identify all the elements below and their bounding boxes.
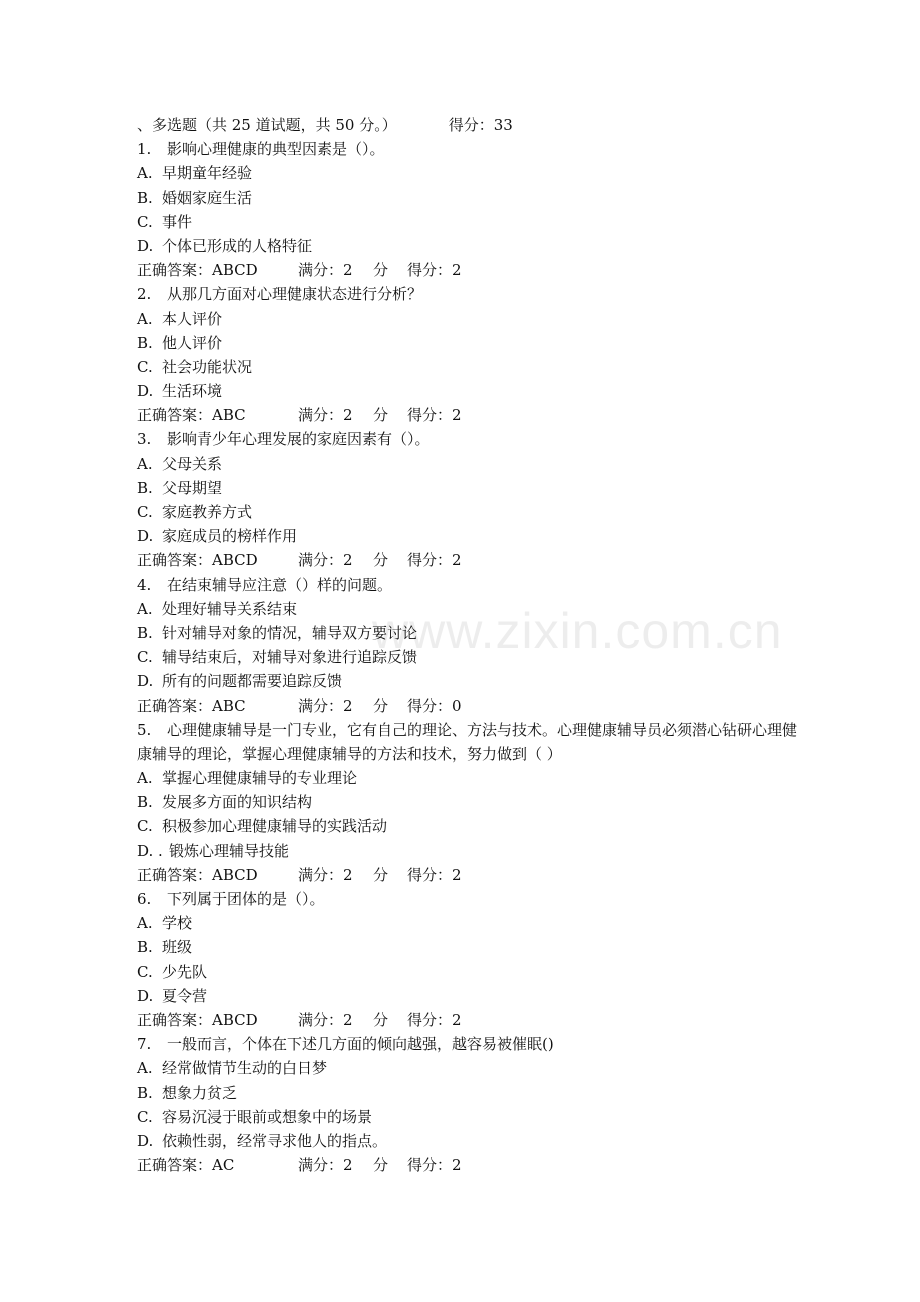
- option-text: 班级: [162, 938, 193, 957]
- option-key: C.: [137, 1107, 153, 1126]
- points-unit: 分: [373, 261, 389, 280]
- option-text: 依赖性弱，经常寻求他人的指点。: [162, 1131, 388, 1150]
- full-score-label: 满分：: [298, 696, 344, 715]
- earned-score-label: 得分：: [407, 551, 453, 570]
- question-item: [137, 282, 797, 427]
- option-key: A.: [137, 454, 153, 473]
- full-score-value: 2: [343, 1156, 353, 1175]
- answer-label: 正确答案：: [137, 261, 213, 280]
- question-stem: [137, 1032, 797, 1056]
- question-item: [137, 137, 797, 282]
- watermark: www.zixin.com.cn: [372, 603, 783, 659]
- option-key: D.: [137, 382, 154, 401]
- answer-label: 正确答案：: [137, 1156, 213, 1175]
- option-item: [137, 307, 797, 331]
- option-key: B.: [137, 793, 153, 812]
- question-text: 一般而言，个体在下述几方面的倾向越强，越容易被催眠(): [167, 1035, 554, 1054]
- option-key: B.: [137, 623, 153, 642]
- option-item: [137, 814, 797, 838]
- question-stem: [137, 573, 797, 597]
- option-text: 积极参加心理健康辅导的实践活动: [162, 817, 388, 836]
- option-text: 父母关系: [162, 454, 223, 473]
- option-item: [137, 186, 797, 210]
- option-item: [137, 210, 797, 234]
- option-item: [137, 476, 797, 500]
- points-unit: 分: [373, 551, 389, 570]
- question-item: [137, 427, 797, 572]
- question-stem: [137, 282, 797, 306]
- option-text: 生活环境: [162, 382, 223, 401]
- earned-score-label: 得分：: [407, 261, 453, 280]
- points-unit: 分: [373, 865, 389, 884]
- option-text: 学校: [162, 914, 193, 933]
- question-item: [137, 1032, 797, 1177]
- correct-answer: ABCD: [212, 551, 258, 570]
- option-item: [137, 379, 797, 403]
- option-text: 家庭教养方式: [162, 503, 253, 521]
- question-text: 影响心理健康的典型因素是（）。: [167, 140, 385, 159]
- option-item: [137, 500, 797, 524]
- option-key: B.: [137, 333, 153, 352]
- question-text: 心理健康辅导是一门专业，它有自己的理论、方法与技术。心理健康辅导员必须潜心钻研心理健康辅导的理论，掌握心理健康辅导的方法和技术，努力做到（ ）: [137, 720, 798, 763]
- earned-score-value: 2: [452, 261, 462, 280]
- option-key: A.: [137, 164, 153, 183]
- option-item: [137, 1105, 797, 1129]
- option-item: [137, 839, 797, 863]
- full-score-value: 2: [343, 551, 353, 570]
- question-text: 从那几方面对心理健康状态进行分析？: [167, 285, 423, 304]
- points-unit: 分: [373, 1010, 389, 1029]
- option-text: 发展多方面的知识结构: [162, 793, 313, 812]
- option-key: C.: [137, 503, 153, 521]
- correct-answer: ABC: [212, 406, 246, 425]
- correct-answer: ABC: [212, 696, 246, 715]
- option-text: 夏令营: [162, 986, 208, 1005]
- option-item: [137, 331, 797, 355]
- option-key: A.: [137, 1059, 153, 1078]
- question-number: 3.: [137, 430, 152, 449]
- option-key: B.: [137, 188, 153, 207]
- option-item: [137, 984, 797, 1008]
- option-text: 所有的问题都需要追踪反馈: [162, 672, 343, 691]
- question-list: [137, 137, 797, 1177]
- answer-line: [137, 403, 797, 427]
- option-item: [137, 1129, 797, 1153]
- section-score: 得分：33: [448, 116, 513, 134]
- option-key: D. .: [137, 841, 163, 860]
- answer-line: [137, 863, 797, 887]
- option-key: B.: [137, 938, 153, 957]
- answer-line: [137, 694, 797, 718]
- full-score-value: 2: [343, 1010, 353, 1029]
- full-score-value: 2: [343, 261, 353, 280]
- option-item: [137, 355, 797, 379]
- full-score-label: 满分：: [298, 865, 344, 884]
- option-text: 少先队: [162, 962, 208, 981]
- option-key: C.: [137, 648, 153, 667]
- earned-score-label: 得分：: [407, 1010, 453, 1029]
- option-text: 辅导结束后，对辅导对象进行追踪反馈: [162, 648, 418, 667]
- option-key: D.: [137, 236, 154, 255]
- earned-score-value: 2: [452, 551, 462, 570]
- option-key: C.: [137, 357, 153, 376]
- earned-score-label: 得分：: [407, 1156, 453, 1175]
- option-text: 社会功能状况: [162, 357, 253, 376]
- option-text: 处理好辅导关系结束: [162, 599, 298, 618]
- question-stem: [137, 137, 797, 161]
- earned-score-value: 2: [452, 865, 462, 884]
- question-number: 4.: [137, 575, 152, 594]
- earned-score-label: 得分：: [407, 865, 453, 884]
- full-score-label: 满分：: [298, 1010, 344, 1029]
- question-stem: [137, 718, 797, 766]
- earned-score-value: 2: [452, 1010, 462, 1029]
- exam-document: [137, 113, 797, 1177]
- option-key: D.: [137, 986, 154, 1005]
- question-number: 7.: [137, 1035, 152, 1054]
- full-score-value: 2: [343, 696, 353, 715]
- full-score-label: 满分：: [298, 551, 344, 570]
- option-item: [137, 790, 797, 814]
- points-unit: 分: [373, 696, 389, 715]
- option-text: 经常做情节生动的白日梦: [162, 1059, 328, 1078]
- earned-score-label: 得分：: [407, 406, 453, 425]
- full-score-value: 2: [343, 406, 353, 425]
- section-header: [137, 113, 797, 137]
- option-key: A.: [137, 914, 153, 933]
- full-score-label: 满分：: [298, 406, 344, 425]
- option-key: D.: [137, 527, 154, 546]
- correct-answer: ABCD: [212, 1010, 258, 1029]
- option-item: [137, 621, 797, 645]
- option-text: 个体已形成的人格特征: [162, 236, 313, 255]
- answer-label: 正确答案：: [137, 696, 213, 715]
- option-key: B.: [137, 1083, 153, 1102]
- option-key: A.: [137, 599, 153, 618]
- option-text: 针对辅导对象的情况，辅导双方要讨论: [162, 623, 418, 642]
- option-text: 想象力贫乏: [162, 1083, 238, 1102]
- option-key: A.: [137, 309, 153, 328]
- option-item: [137, 161, 797, 185]
- option-text: 本人评价: [162, 309, 223, 328]
- points-unit: 分: [373, 1156, 389, 1175]
- question-number: 1.: [137, 140, 152, 159]
- answer-line: [137, 1153, 797, 1177]
- answer-line: [137, 548, 797, 572]
- question-text: 在结束辅导应注意（）样的问题。: [167, 575, 393, 594]
- option-item: [137, 1056, 797, 1080]
- option-key: A.: [137, 769, 153, 788]
- question-number: 6.: [137, 890, 152, 909]
- option-text: 他人评价: [162, 333, 223, 352]
- option-item: [137, 234, 797, 258]
- option-item: [137, 935, 797, 959]
- answer-label: 正确答案：: [137, 551, 213, 570]
- earned-score-value: 2: [452, 406, 462, 425]
- answer-label: 正确答案：: [137, 406, 213, 425]
- option-key: D.: [137, 672, 154, 691]
- option-item: [137, 1081, 797, 1105]
- question-item: [137, 718, 797, 887]
- full-score-label: 满分：: [298, 261, 344, 280]
- question-number: 2.: [137, 285, 152, 304]
- question-item: [137, 573, 797, 718]
- option-text: 家庭成员的榜样作用: [162, 527, 298, 546]
- answer-line: [137, 258, 797, 282]
- earned-score-label: 得分：: [407, 696, 453, 715]
- question-text: 下列属于团体的是（）。: [167, 890, 325, 909]
- correct-answer: ABCD: [212, 865, 258, 884]
- correct-answer: AC: [212, 1156, 235, 1175]
- option-text: 事件: [162, 212, 193, 231]
- full-score-value: 2: [343, 865, 353, 884]
- option-item: [137, 597, 797, 621]
- answer-label: 正确答案：: [137, 1010, 213, 1029]
- option-text: 锻炼心理辅导技能: [169, 841, 290, 860]
- option-key: D.: [137, 1131, 154, 1150]
- earned-score-value: 2: [452, 1156, 462, 1175]
- question-item: [137, 887, 797, 1032]
- section-title: 、多选题（共 25 道试题，共 50 分。）: [137, 116, 397, 134]
- option-key: B.: [137, 478, 153, 497]
- option-item: [137, 452, 797, 476]
- option-text: 掌握心理健康辅导的专业理论: [162, 769, 358, 788]
- question-text: 影响青少年心理发展的家庭因素有（）。: [167, 430, 430, 449]
- option-item: [137, 911, 797, 935]
- option-item: [137, 766, 797, 790]
- option-item: [137, 960, 797, 984]
- option-key: C.: [137, 212, 153, 231]
- option-key: C.: [137, 817, 153, 836]
- answer-label: 正确答案：: [137, 865, 213, 884]
- points-unit: 分: [373, 406, 389, 425]
- option-key: C.: [137, 962, 153, 981]
- option-item: [137, 645, 797, 669]
- option-text: 容易沉浸于眼前或想象中的场景: [162, 1107, 373, 1126]
- answer-line: [137, 1008, 797, 1032]
- option-text: 父母期望: [162, 478, 223, 497]
- question-number: 5.: [137, 720, 152, 739]
- question-stem: [137, 427, 797, 451]
- option-item: [137, 524, 797, 548]
- question-stem: [137, 887, 797, 911]
- option-item: [137, 669, 797, 693]
- option-text: 早期童年经验: [162, 164, 253, 183]
- correct-answer: ABCD: [212, 261, 258, 280]
- earned-score-value: 0: [452, 696, 462, 715]
- full-score-label: 满分：: [298, 1156, 344, 1175]
- option-text: 婚姻家庭生活: [162, 188, 253, 207]
